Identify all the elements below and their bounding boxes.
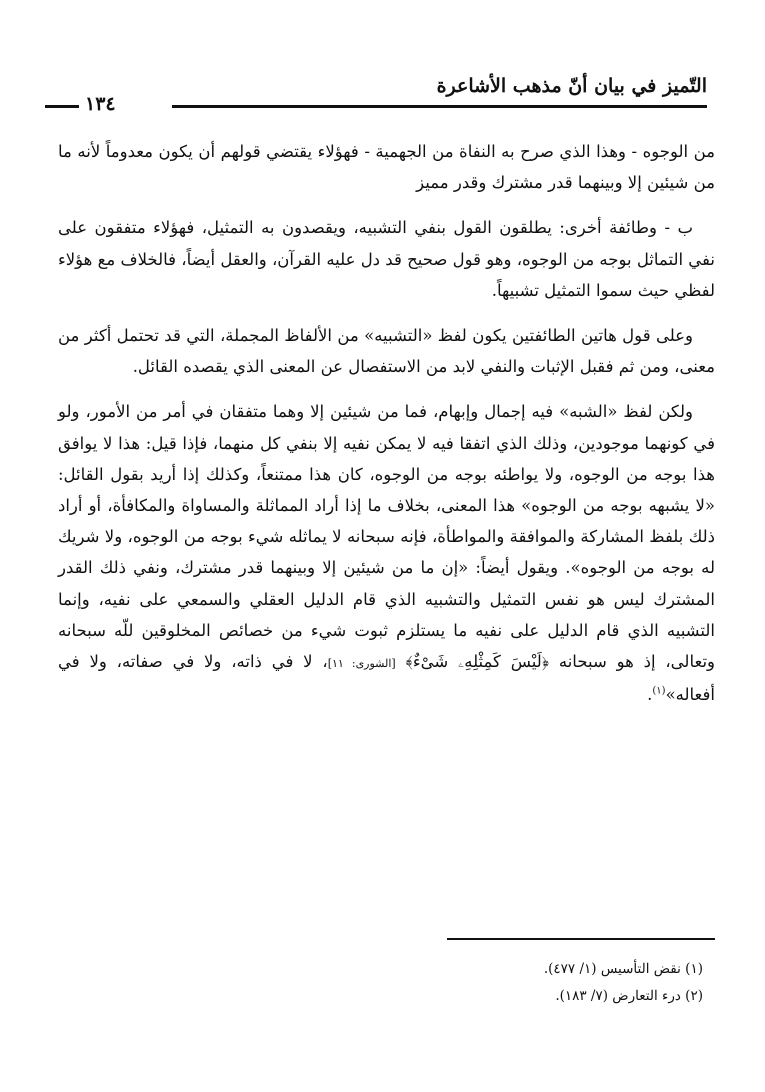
paragraph-4-tail: ، لا في ذاته، ولا في صفاته، ولا في أفعاله»	[58, 652, 715, 705]
paragraph-2: ب - وطائفة أخرى: يطلقون القول بنفي التشبيه، ويقصدون به التمثيل، فهؤلاء متفقون على نفي التماثل بوجه من الوجوه، وهو قول صحيح قد دل عليه القرآن، والعقل أيضاً، فالخلاف مع هؤلاء لفظي حيث سموا التمثيل تشبيهاً.	[57, 218, 715, 300]
footnote-marker: (١)	[652, 685, 666, 697]
footnote-2: (٢) درء التعارض (٧/ ١٨٣).	[555, 988, 703, 1004]
header-title: التّميز في بيان أنّ مذهب الأشاعرة	[436, 75, 707, 97]
footnote-1: (١) نقض التأسيس (١/ ٤٧٧).	[543, 961, 703, 977]
paragraph-4-period: .	[647, 685, 653, 705]
paragraph-1: من الوجوه - وهذا الذي صرح به النفاة من الجهمية - فهؤلاء يقتضي قولهم أن يكون معدوماً لأنه ما من شيئين إلا وبينهما قدر مشترك وقدر مميز	[58, 142, 715, 193]
footnotes	[63, 956, 703, 1010]
quran-reference: [الشورى: ١١]	[327, 657, 396, 671]
page-number-rule	[45, 105, 79, 108]
header-rule	[172, 105, 707, 108]
page-number: ١٣٤	[85, 93, 116, 115]
footnote-rule	[447, 938, 715, 940]
body-text	[58, 136, 715, 724]
paragraph-3: وعلى قول هاتين الطائفتين يكون لفظ «التشبيه» من الألفاظ المجملة، التي قد تحتمل أكثر من معنى، ومن ثم فقبل الإثبات والنفي لابد من الاستفصال عن المعنى الذي يقصده القائل.	[58, 326, 715, 377]
running-header	[57, 72, 707, 115]
paragraph-4	[58, 396, 715, 710]
paragraph-4-text: ولكن لفظ «الشبه» فيه إجمال وإبهام، فما من شيئين إلا وهما متفقان في أمر من الأمور، ولو في كونهما موجودين، وذلك الذي اتفقا فيه لا يمكن نفيه إلا بنفي كل منهما، فإذا قيل: هذا لا يوافق هذا بوجه من الوجوه، ولا يواطئه بوجه من الوجوه، كان هذا ممتنعاً، وكذلك إذا أريد بقول القائل: «لا يشبهه بوجه من الوجوه» هذا المعنى، بخلاف ما إذا أراد المماثلة والمساواة والمكافأة، أو أراد ذلك بلفظ المشاركة والموافقة والمواطأة، فإنه سبحانه لا يماثله شيء بوجه من الوجوه، ولا شريك له بوجه من الوجوه». ويقول أيضاً: «إن ما من شيئين إلا وبينهما قدر مشترك، ونفي ذلك القدر المشترك ليس هو نفس التمثيل والتشبيه الذي قام الدليل العقلي والسمعي على نفيه، وإنما التشبيه الذي قام الدليل على نفيه ما يستلزم ثبوت شيء من خصائص المخلوقين للّه سبحانه وتعالى، إذ هو سبحانه ﴿لَيْسَ كَمِثْلِهِۦ شَىْءٌ﴾	[58, 402, 716, 672]
